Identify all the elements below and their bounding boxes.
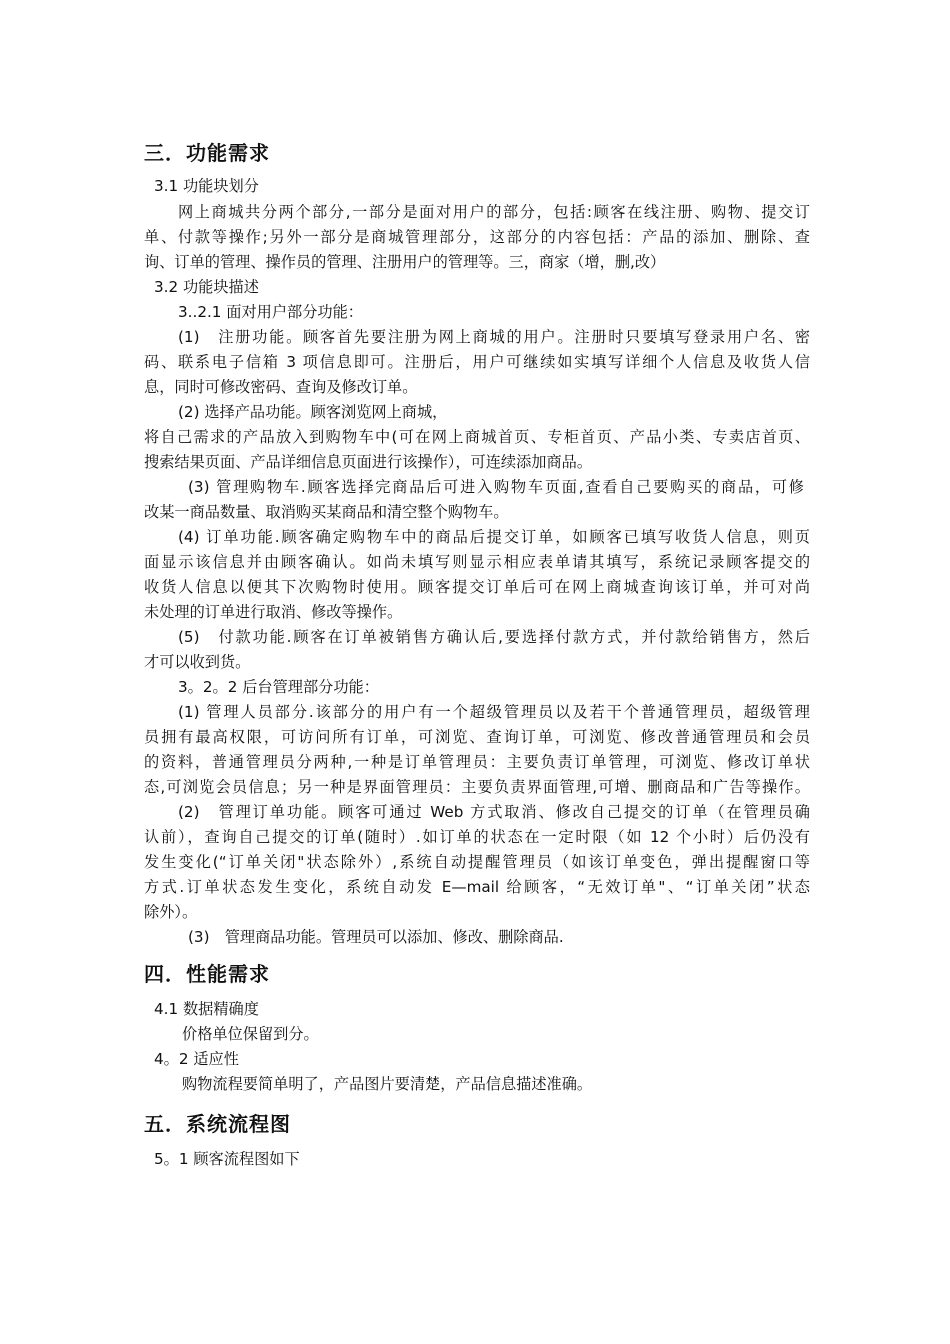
- paragraph-line: 认前），查询自己提交的订单(随时）.如订单的状态在一定时限（如 12 个小时）后仍没有: [144, 828, 810, 846]
- section-5-heading: 五．系统流程图: [144, 1112, 291, 1136]
- subsection-4-1-title: 4.1 数据精确度: [154, 1000, 259, 1018]
- paragraph-line: 才可以收到货。: [144, 653, 251, 671]
- paragraph-line: 单、付款等操作;另外一部分是商城管理部分，这部分的内容包括：产品的添加、删除、查: [144, 228, 810, 246]
- paragraph-line: 改某一商品数量、取消购买某商品和清空整个购物车。: [144, 503, 509, 521]
- paragraph-line: (4) 订单功能.顾客确定购物车中的商品后提交订单，如顾客已填写收货人信息，则页: [178, 528, 810, 546]
- paragraph-line: 将自己需求的产品放入到购物车中(可在网上商城首页、专柜首页、产品小类、专卖店首页、: [144, 428, 810, 446]
- subsection-3-2-2-title: 3。2。2 后台管理部分功能：: [178, 678, 379, 696]
- paragraph-line: 购物流程要简单明了，产品图片要清楚，产品信息描述准确。: [182, 1075, 593, 1093]
- subsection-3-2-title: 3.2 功能块描述: [154, 278, 259, 296]
- paragraph-line: 面显示该信息并由顾客确认。如尚未填写则显示相应表单请其填写，系统记录顾客提交的: [144, 553, 810, 571]
- paragraph-line: 码、联系电子信箱 3 项信息即可。注册后，用户可继续如实填写详细个人信息及收货人信: [144, 353, 810, 371]
- paragraph-line: (3) 管理商品功能。管理员可以添加、修改、删除商品.: [188, 928, 564, 946]
- paragraph-line: (3) 管理购物车.顾客选择完商品后可进入购物车页面,查看自己要购买的商品，可修: [188, 478, 804, 496]
- paragraph-line: 收货人信息以便其下次购物时使用。顾客提交订单后可在网上商城查询该订单，并可对尚: [144, 578, 810, 596]
- subsection-3-2-1-title: 3..2.1 面对用户部分功能：: [178, 303, 363, 321]
- subsection-5-1-title: 5。1 顾客流程图如下: [154, 1150, 300, 1168]
- paragraph-line: 方式.订单状态发生变化，系统自动发 E—mail 给顾客，“无效订单"、“订单关闭”状态: [144, 878, 810, 896]
- paragraph-line: (1) 注册功能。顾客首先要注册为网上商城的用户。注册时只要填写登录用户名、密: [178, 328, 810, 346]
- paragraph-line: 除外）。: [144, 903, 198, 921]
- paragraph-line: (2) 管理订单功能。顾客可通过 Web 方式取消、修改自己提交的订单（在管理员确: [178, 803, 810, 821]
- subsection-4-2-title: 4。2 适应性: [154, 1050, 239, 1068]
- paragraph-line: (1) 管理人员部分.该部分的用户有一个超级管理员以及若干个普通管理员，超级管理: [178, 703, 810, 721]
- paragraph-line: 发生变化(“订单关闭"状态除外）,系统自动提醒管理员（如该订单变色，弹出提醒窗口等: [144, 853, 810, 871]
- paragraph-line: (5) 付款功能.顾客在订单被销售方确认后,要选择付款方式，并付款给销售方，然后: [178, 628, 810, 646]
- paragraph-line: 网上商城共分两个部分,一部分是面对用户的部分，包括:顾客在线注册、购物、提交订: [178, 203, 810, 221]
- paragraph-line: (2) 选择产品功能。顾客浏览网上商城，: [178, 403, 448, 421]
- section-3-heading: 三．功能需求: [144, 141, 270, 165]
- paragraph-line: 价格单位保留到分。: [182, 1025, 319, 1043]
- paragraph-line: 搜索结果页面、产品详细信息页面进行该操作），可连续添加商品。: [144, 453, 593, 471]
- section-4-heading: 四．性能需求: [144, 962, 270, 986]
- paragraph-line: 员拥有最高权限，可访问所有订单，可浏览、查询订单，可浏览、修改普通管理员和会员: [144, 728, 810, 746]
- paragraph-line: 询、订单的管理、操作员的管理、注册用户的管理等。三，商家（增，删,改）: [144, 253, 666, 271]
- paragraph-line: 态,可浏览会员信息；另一种是界面管理员：主要负责界面管理,可增、删商品和广告等操作。: [144, 778, 810, 796]
- subsection-3-1-title: 3.1 功能块划分: [154, 177, 259, 195]
- paragraph-line: 未处理的订单进行取消、修改等操作。: [144, 603, 403, 621]
- paragraph-line: 息，同时可修改密码、查询及修改订单。: [144, 378, 418, 396]
- paragraph-line: 的资料，普通管理员分两种,一种是订单管理员：主要负责订单管理，可浏览、修改订单状: [144, 753, 810, 771]
